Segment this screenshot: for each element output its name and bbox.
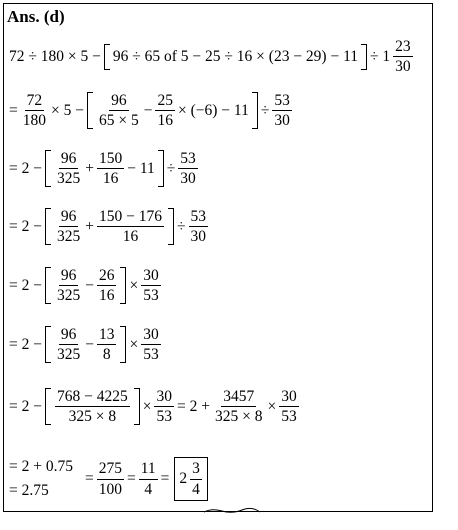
- fraction: $\frac{53}{30}$: [180, 150, 196, 188]
- line-1-start: 72 ÷ 180 × 5 −: [9, 47, 101, 65]
- line-5-bracket-group: $\frac{96}{325}$ − $\frac{26}{16}$: [43, 267, 129, 304]
- fraction: $\frac{96}{325}$: [56, 150, 81, 188]
- open-bracket: [45, 150, 51, 187]
- final-decimal: = 2.75: [9, 482, 49, 500]
- fraction: $\frac{11}{4}$: [140, 460, 156, 498]
- close-bracket: [252, 92, 258, 129]
- fraction: $\frac{30}{53}$: [143, 267, 159, 305]
- fraction: $\frac{768 - 4225}{325 \times 8}$: [56, 388, 128, 426]
- fraction: $\frac{25}{16}$: [157, 92, 173, 130]
- line-6: = 2 − $\frac{96}{325}$ − $\frac{13}{8}$ × $\frac{30}{53}$: [9, 326, 159, 364]
- final-values: [8, 455, 74, 503]
- final-sum: = 2 + 0.75: [9, 458, 73, 475]
- fraction: $\frac{13}{8}$: [98, 326, 115, 364]
- close-bracket: [134, 388, 140, 425]
- fraction: $\frac{30}{53}$: [143, 326, 159, 364]
- fraction: $\frac{96}{325}$: [56, 267, 81, 305]
- open-bracket: [87, 92, 93, 129]
- close-bracket: [120, 326, 126, 363]
- line-2: = $\frac{72}{180}$ × 5 − $\frac{96}{65 \times 5}$ − $\frac{25}{16}$ × (−6) − 11 ÷ $\frac{53}{30}$: [9, 92, 290, 130]
- line-7: = 2 − $\frac{768 - 4225}{325 \times 8}$ × $\frac{30}{53}$ = 2 + $\frac{3457}{325 \times 8}$ × $\frac{30}{53}$: [9, 388, 297, 426]
- line-1-bracket-content: 96 ÷ 65 of 5 − 25 ÷ 16 × (23 − 29) − 11: [112, 47, 359, 65]
- answer-heading: Ans. (d): [7, 7, 65, 26]
- line-4: = 2 − $\frac{96}{325}$ + $\frac{150 - 176}{16}$ ÷ $\frac{53}{30}$: [9, 208, 206, 246]
- fraction: $\frac{23}{30}$: [395, 38, 411, 76]
- open-bracket: [45, 326, 51, 363]
- answer-box: [3, 3, 433, 512]
- fraction: $\frac{96}{325}$: [56, 208, 81, 246]
- fraction: $\frac{275}{100}$: [98, 460, 122, 498]
- fraction: $\frac{150}{16}$: [98, 150, 123, 188]
- close-bracket: [168, 208, 174, 245]
- fraction: $\frac{150 - 176}{16}$: [98, 208, 162, 246]
- final-answer-fraction: $\frac{3}{4}$: [192, 460, 200, 498]
- line-6-bracket-group: $\frac{96}{325}$ − $\frac{13}{8}$: [43, 326, 129, 363]
- line-8: = 2 + 0.75 = 2.75 = $\frac{275}{100}$ = $\frac{11}{4}$ = 2 $\frac{3}{4}$: [8, 455, 208, 503]
- close-bracket: [120, 267, 126, 304]
- fraction: $\frac{30}{53}$: [156, 388, 172, 426]
- line-3: = 2 − $\frac{96}{325}$ + $\frac{150}{16}$ − 11 ÷ $\frac{53}{30}$: [9, 150, 196, 188]
- fraction: $\frac{53}{30}$: [274, 92, 290, 130]
- open-bracket: [104, 44, 110, 70]
- line-1-bracket-group: [102, 44, 369, 70]
- line-1-divide: ÷ 1: [370, 47, 391, 65]
- open-bracket: [45, 388, 51, 425]
- line-4-bracket-group: $\frac{96}{325}$ + $\frac{150 - 176}{16}$: [43, 208, 176, 245]
- fraction: $\frac{96}{325}$: [56, 326, 81, 364]
- fraction: $\frac{26}{16}$: [98, 267, 115, 305]
- fraction: $\frac{72}{180}$: [22, 92, 46, 130]
- fraction: $\frac{3457}{325 \times 8}$: [214, 388, 263, 426]
- fraction: $\frac{96}{65 \times 5}$: [98, 92, 139, 130]
- open-bracket: [45, 267, 51, 304]
- final-answer-box: [174, 457, 208, 500]
- cut-off-text-fragment: [202, 507, 262, 513]
- line-2-bracket-group: $\frac{96}{65 \times 5}$ − $\frac{25}{16}$ × (−6) − 11: [85, 92, 260, 129]
- line-5: = 2 − $\frac{96}{325}$ − $\frac{26}{16}$ × $\frac{30}{53}$: [9, 267, 159, 305]
- line-1: [8, 38, 415, 75]
- fraction: $\frac{53}{30}$: [190, 208, 206, 246]
- final-answer-whole: 2: [179, 470, 188, 488]
- line-3-bracket-group: $\frac{96}{325}$ + $\frac{150}{16}$ − 11: [43, 150, 166, 187]
- open-bracket: [45, 208, 51, 245]
- close-bracket: [158, 150, 164, 187]
- line-7-bracket-group: [43, 388, 142, 425]
- fraction: $\frac{30}{53}$: [281, 388, 297, 426]
- close-bracket: [361, 44, 367, 70]
